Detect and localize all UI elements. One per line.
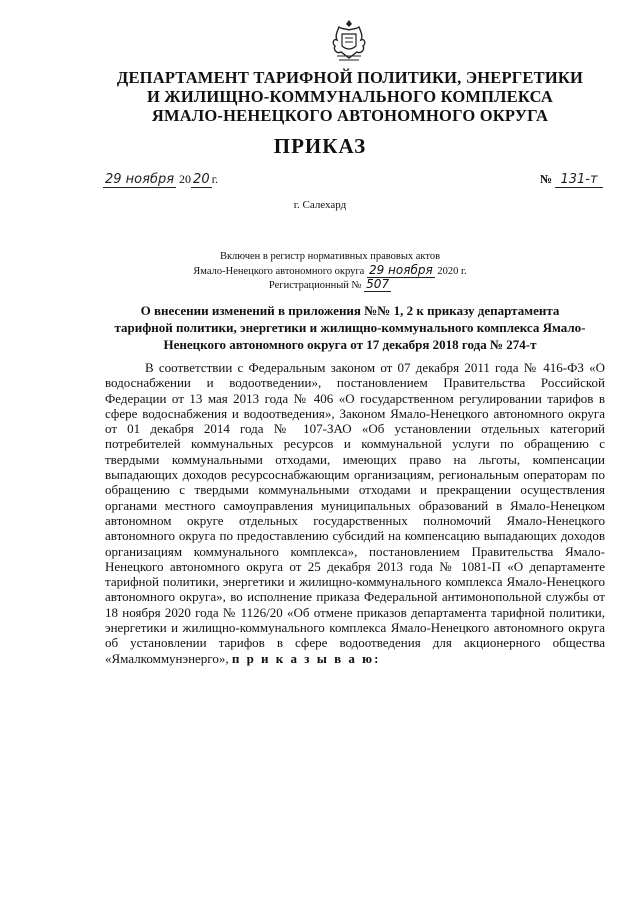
registry-handwritten-number: 507: [366, 277, 390, 291]
registry-line: Включен в регистр нормативных правовых актов: [219, 251, 441, 262]
department-line: ЯМАЛО-НЕНЕЦКОГО АВТОНОМНОГО ОКРУГА: [151, 106, 549, 125]
order-date-number-row: [103, 172, 603, 194]
handwritten-date: 29 ноября: [105, 172, 175, 187]
body-paragraph: В соответствии с Федеральным законом от 07 декабря 2011 года № 416-ФЗ «О водоснабжении и водоотведении», постановлением Правительства Российской Федерации от 13 мая 2013 года № 406 «О государственном регулировании тарифов в сфере водоснабжения и водоотведения», Законом Ямало-Ненецкого автономного округа от 01 декабря 2014 года № 107-ЗАО «Об установлении отдельных категорий потребителей коммунальных ресурсов и коммунальной услуги по обращению с твердыми коммунальными отходами, имеющих право на льготы, компенсации выпадающих доходов ресурсоснабжающим организациям, региональным операторам по обращению с твердыми коммунальными отходами и прекращении осуществления органами местного самоуправления муниципальных образований в Ямало-Ненецком автономном округе отдельных государственных полномочий Ямало-Ненецкого автономного округа по предоставлению субсидий на компенсацию выпадающих доходов организациям коммунального комплекса», постановлением Правительства Ямало-Ненецкого автономного округа от 25 декабря 2013 года № 1081-П «О департаменте тарифной политики, энергетики и жилищно-коммунального комплекса Ямало-Ненецкого автономного округа», во исполнение приказа Федеральной антимонопольной службы от 18 ноября 2020 года № 1126/20 «Об отмене приказов департамента тарифной политики, энергетики и жилищно-коммунального комплекса Ямало-Ненецкого автономного округа об установлении тарифов в сфере водоотведения для акционерного общества «Ямалкоммунэнерго»,: [105, 360, 605, 666]
registry-line: [150, 278, 510, 293]
registry-number-label: Регистрационный №: [268, 280, 362, 291]
date-year-prefix: 20: [179, 172, 192, 186]
department-name: [60, 68, 640, 125]
registry-stamp: [150, 250, 510, 293]
order-directive: п р и к а з ы в а ю:: [231, 650, 381, 666]
city: г. Салехард: [293, 199, 347, 211]
registry-line: [150, 264, 510, 279]
registry-region: Ямало-Ненецкого автономного округа: [193, 265, 365, 277]
department-line: ДЕПАРТАМЕНТ ТАРИФНОЙ ПОЛИТИКИ, ЭНЕРГЕТИКИ: [116, 68, 584, 87]
order-number: [540, 172, 603, 188]
order-date: [103, 172, 218, 188]
document-title: ПРИКАЗ: [273, 134, 367, 158]
date-year-suffix: г.: [211, 172, 219, 186]
registry-handwritten-date: 29 ноября: [368, 262, 433, 277]
handwritten-year: 20: [193, 172, 210, 187]
order-subject: О внесении изменений в приложения №№ 1, 2 к приказу департамента тарифной политики, энергетики и жилищно-коммунального комплекса Ямало-Ненецкого автономного округа от 17 декабря 2018 года № 274-т: [114, 303, 586, 352]
registry-year: 2020 г.: [437, 265, 467, 277]
coat-of-arms-icon: [329, 18, 369, 64]
number-label: №: [539, 172, 552, 186]
order-body: [105, 360, 605, 666]
department-line: И ЖИЛИЩНО-КОММУНАЛЬНОГО КОМПЛЕКСА: [146, 87, 554, 106]
handwritten-number: 131-т: [555, 172, 603, 188]
